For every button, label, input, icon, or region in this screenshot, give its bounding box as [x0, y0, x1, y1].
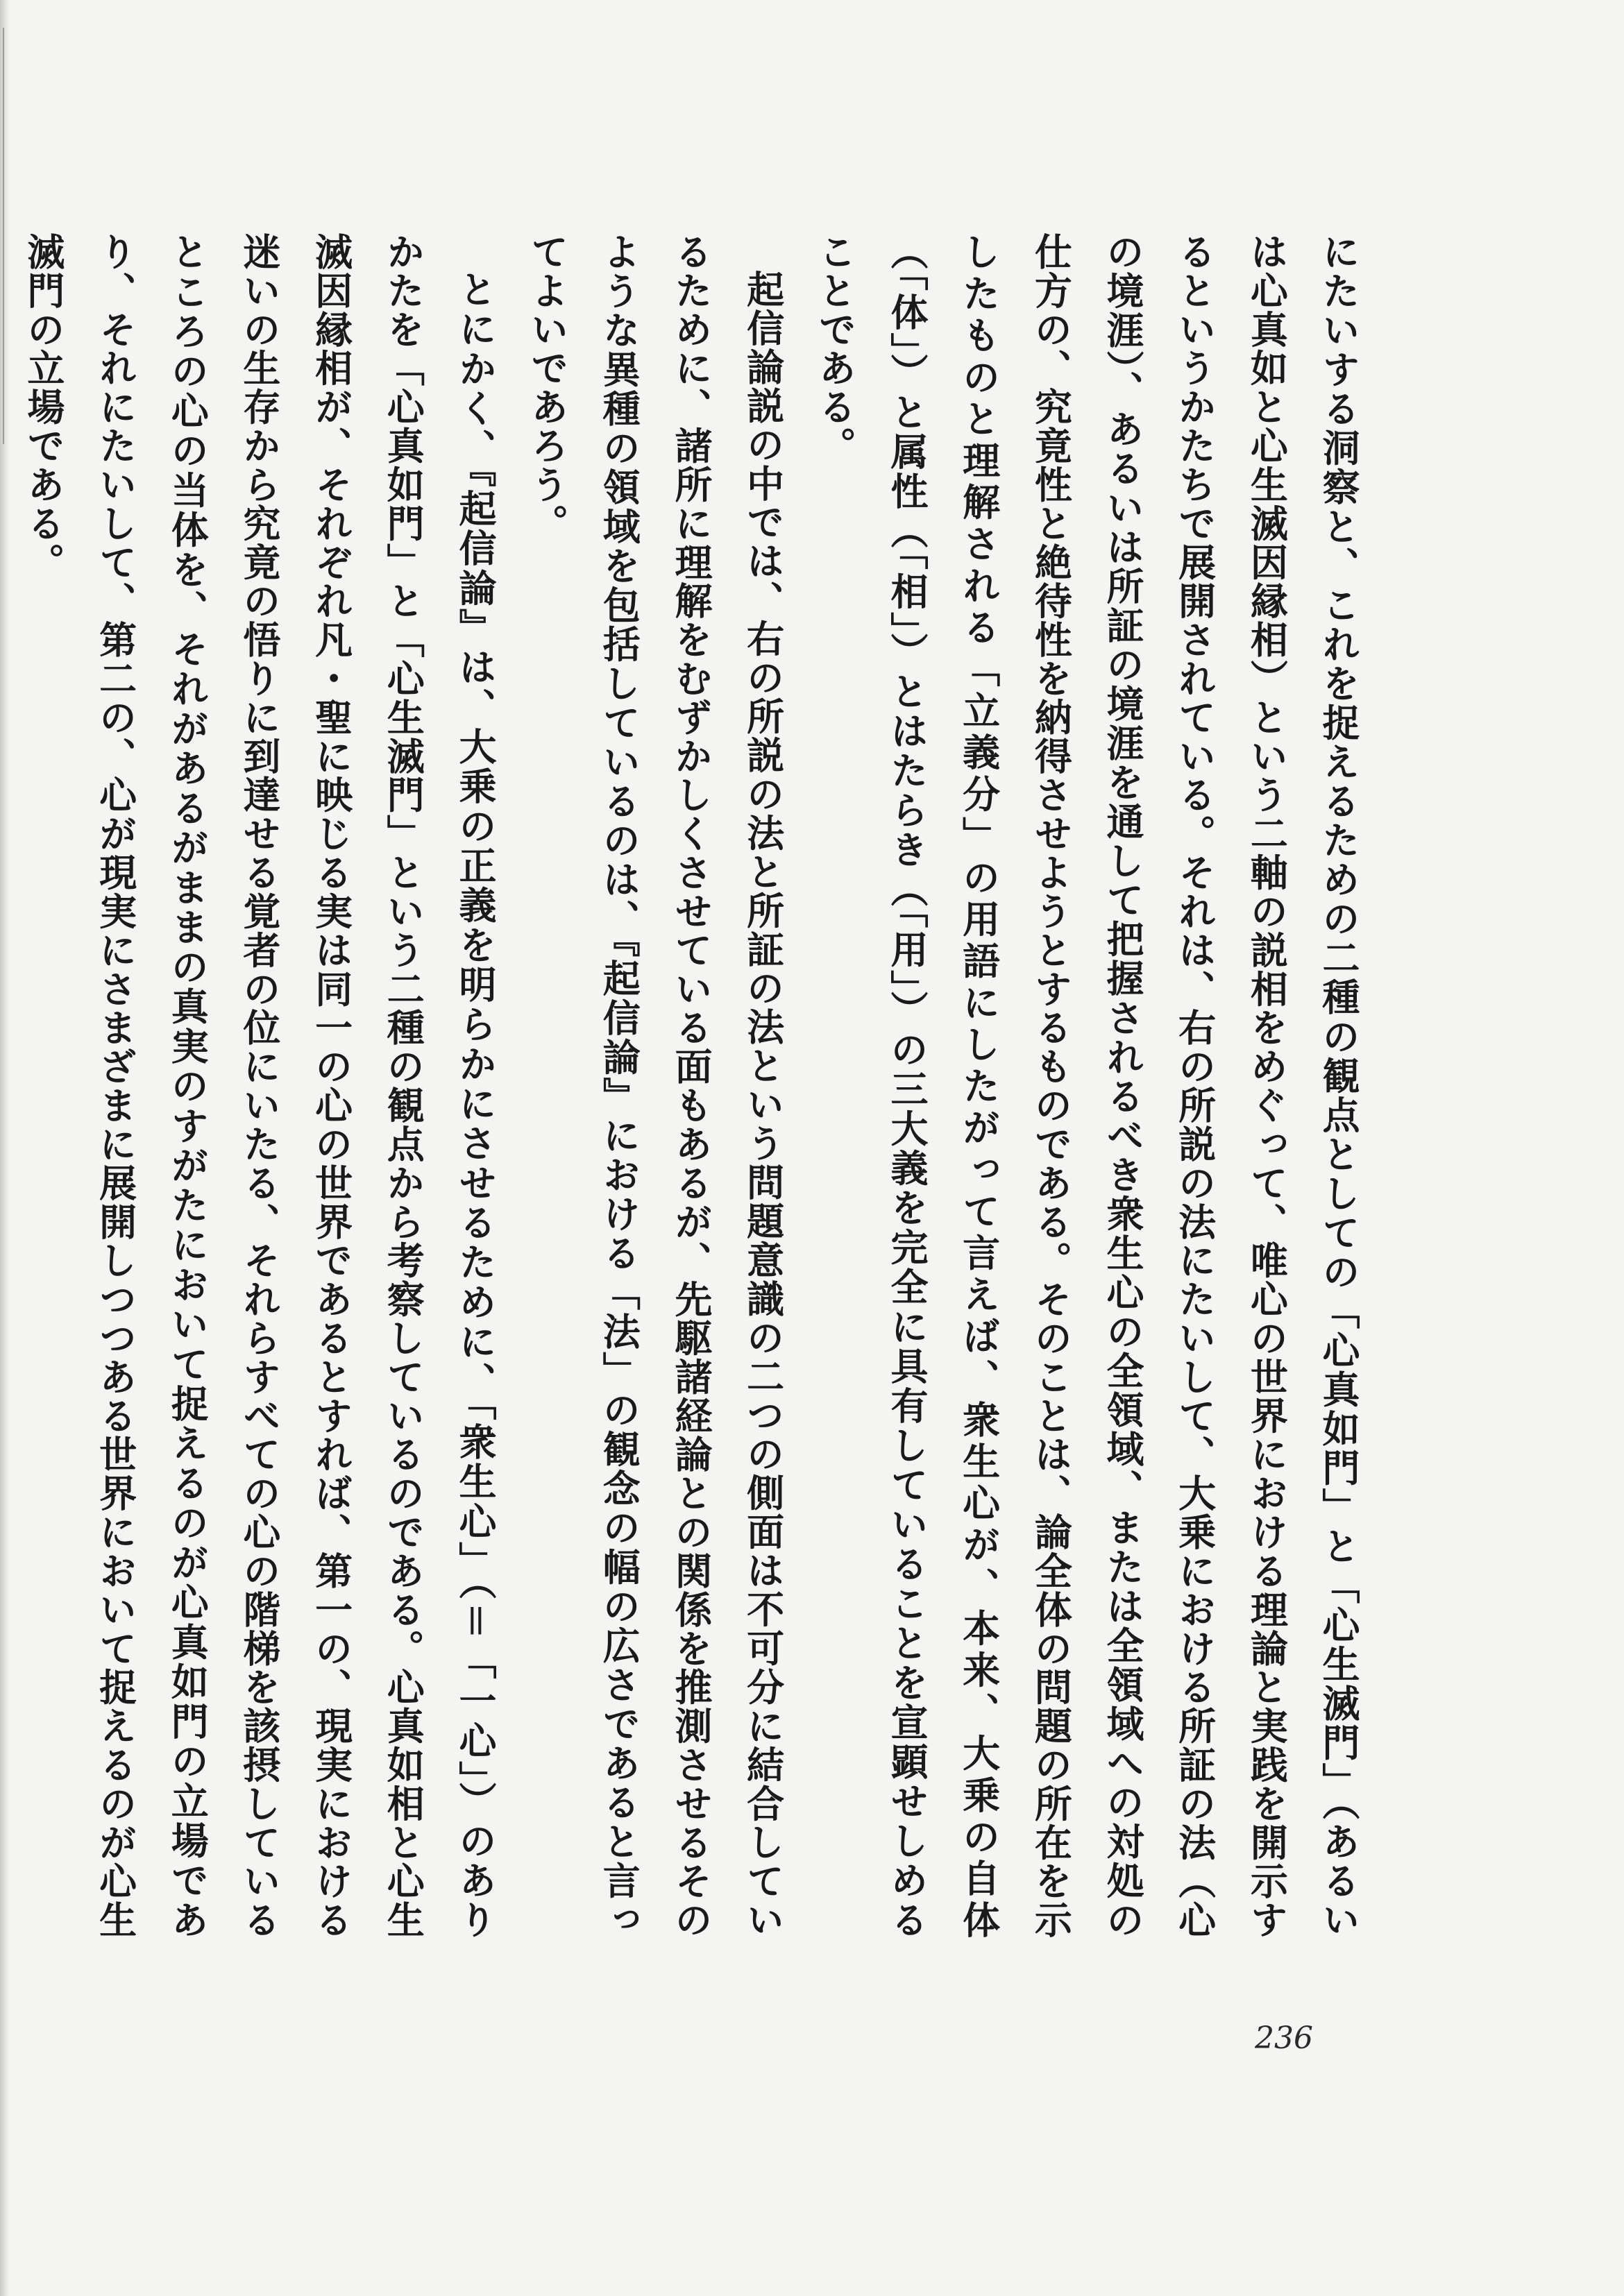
- page-number: 236: [1255, 2021, 1313, 2056]
- paragraph-1: にたいする洞察と、これを捉えるための二種の観点としての「心真如門」と「心生滅門」（あるいは心真如と心生滅因縁相）という二軸の説相をめぐって、唯心の世界における理論と実践を開示するというかたちで展開されている。それは、右の所説の法にたいして、大乗における所証の法（心の境涯）、あるいは所証の境涯を通して把握されるべき衆生心の全領域、または全領域への対処の仕方の、究竟性と絶待性を納得させようとするものである。そのことは、論全体の問題の所在を示したものと理解される「立義分」の用語にしたがって言えば、衆生心が、本来、大乗の自体（「体」）と属性（「相」）とはたらき（「用」）の三大義を完全に具有していることを宣顕せしめることである。: [813, 232, 1361, 1939]
- paragraph-3: とにかく、『起信論』は、大乗の正義を明らかにさせるために、「衆生心」（＝「一心」）のありかたを「心真如門」と「心生滅門」という二種の観点から考察しているのである。心真如相と心生滅因縁相が、それぞれ凡・聖に映じる実は同一の心の世界であるとすれば、第一の、現実における迷いの生存から究竟の悟りに到達せる覚者の位にいたる、それらすべての心の階梯を該摂しているところの心の当体を、それがあるがままの真実のすがたにおいて捉えるのが心真如門の立場であり、それにたいして、第二の、心が現実にさまざまに展開しつつある世界において捉えるのが心生滅門の立場である。: [21, 232, 498, 1939]
- paragraph-4: [0, 232, 7, 1939]
- paragraph-2: 起信論説の中では、右の所説の法と所証の法という問題意識の二つの側面は不可分に結合しているために、諸所に理解をむずかしくさせている面もあるが、先駆諸経論との関係を推測させるそのような異種の領域を包括しているのは、『起信論』における「法」の観念の幅の広さであると言ってよいであろう。: [525, 232, 786, 1939]
- vertical-text-body: [21, 232, 1374, 1939]
